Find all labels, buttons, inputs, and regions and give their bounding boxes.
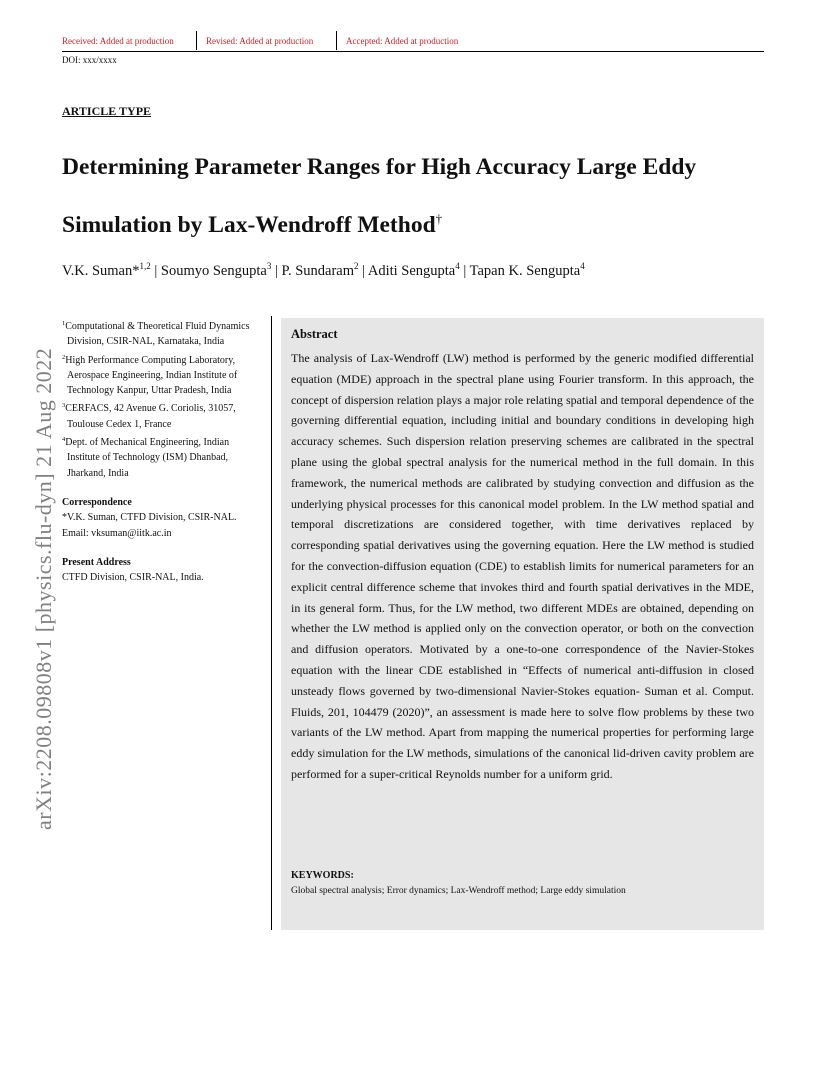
author-separator: |	[154, 263, 158, 279]
author-affiliation: 4	[455, 261, 460, 271]
keywords-heading: KEYWORDS:	[291, 870, 354, 881]
author-separator: |	[362, 263, 366, 279]
metadata-column	[62, 316, 262, 585]
correspondence-author: *V.K. Suman, CTFD Division, CSIR-NAL.	[62, 512, 237, 524]
correspondence-heading: Correspondence	[62, 496, 132, 508]
abstract-text: The analysis of Lax-Wendroff (LW) method is performed by the generic modified differential equation (MDE) approach in the spectral plane using Fourier transform. In this approach, the concept of dispersion relation plays a major role relating spatial and temporal dependence of the governing differential equation, including initial and boundary conditions in developing high accuracy schemes. Such dispersion relation preserving schemes are calibrated in the spectral plane using the global spectral analysis for the numerical method in the full domain. In this framework, the numerical methods are calibrated by studying convection and diffusion as the underlying physical processes for this canonical model problem. In the LW method spatial and temporal discretizations are considered together, with time derivatives replaced by corresponding spatial derivatives using the governing equation. Here the LW method is studied for the convection-diffusion equation (CDE) to establish limits for numerical parameters for an explicit central difference scheme that invokes third and fourth spatial derivatives in the MDE, in its general form. Thus, for the LW method, two different MDEs are obtained, depending on whether the LW method is applied only on the convection operator, or both on the convection and diffusion operators. Motivated by a one-to-one correspondence of the Navier-Stokes equation with the linear CDE established in “Effects of numerical anti-diffusion in closed unsteady flows governed by two-dimensional Navier-Stokes equation- Suman et al. Comput. Fluids, 201, 104479 (2020)”, an assessment is made here to solve flow problems by these two variants of the LW method. Apart from mapping the numerical properties for performing large eddy simulation for the LW methods, simulations of the canonical lid-driven cavity problem are performed for a super-critical Reynolds number for a uniform grid.	[291, 351, 754, 781]
abstract-box	[281, 318, 764, 930]
author-separator: |	[463, 263, 467, 279]
present-address: CTFD Division, CSIR-NAL, India.	[62, 572, 204, 584]
keywords-list: Global spectral analysis; Error dynamics; Lax-Wendroff method; Large eddy simulation	[291, 886, 626, 896]
title-footnote-mark: †	[435, 211, 443, 226]
author-affiliation: 2	[353, 261, 359, 271]
author: P. Sundaram	[281, 263, 354, 279]
arxiv-stamp: arXiv:2208.09808v1 [physics.flu-dyn] 21 Aug 2022	[31, 347, 56, 830]
history-bar	[62, 35, 764, 52]
revised-date: Revised: Added at production	[206, 36, 314, 46]
article-type: ARTICLE TYPE	[62, 104, 152, 118]
author: Aditi Sengupta	[367, 263, 456, 279]
column-divider	[271, 316, 272, 930]
doi: DOI: xxx/xxxx	[62, 55, 117, 65]
author: Tapan K. Sengupta	[469, 263, 581, 279]
author-separator: |	[274, 263, 278, 279]
affiliation: $^3$CERFACS, 42 Avenue G. Coriolis, 31057, Toulouse Cedex 1, France	[62, 402, 236, 430]
present-address-heading: Present Address	[62, 556, 131, 568]
author-affiliation: 3	[266, 261, 272, 271]
divider	[336, 31, 337, 50]
abstract-heading: Abstract	[291, 327, 338, 341]
paper-title: Determining Parameter Ranges for High Accuracy Large Eddy Simulation by Lax-Wendroff Method†	[62, 154, 697, 238]
author-affiliation: 4	[580, 261, 585, 271]
divider	[196, 31, 197, 50]
accepted-date: Accepted: Added at production	[346, 36, 459, 46]
author-affiliation: 1,2	[139, 261, 151, 271]
author: V.K. Suman*	[62, 263, 140, 279]
author: Soumyo Sengupta	[160, 263, 267, 279]
received-date: Received: Added at production	[62, 36, 174, 46]
affiliation: $^1$Computational & Theoretical Fluid Dynamics Division, CSIR-NAL, Karnataka, India	[62, 320, 250, 348]
author-list	[62, 261, 762, 280]
affiliation: $^4$Dept. of Mechanical Engineering, Indian Institute of Technology (ISM) Dhanbad, Jharkand, India	[62, 436, 230, 479]
affiliation: $^2$High Performance Computing Laboratory, Aerospace Engineering, Indian Institute of Technology Kanpur, Uttar Pradesh, India	[62, 353, 238, 397]
correspondence-email: Email: vksuman@iitk.ac.in	[62, 527, 172, 539]
